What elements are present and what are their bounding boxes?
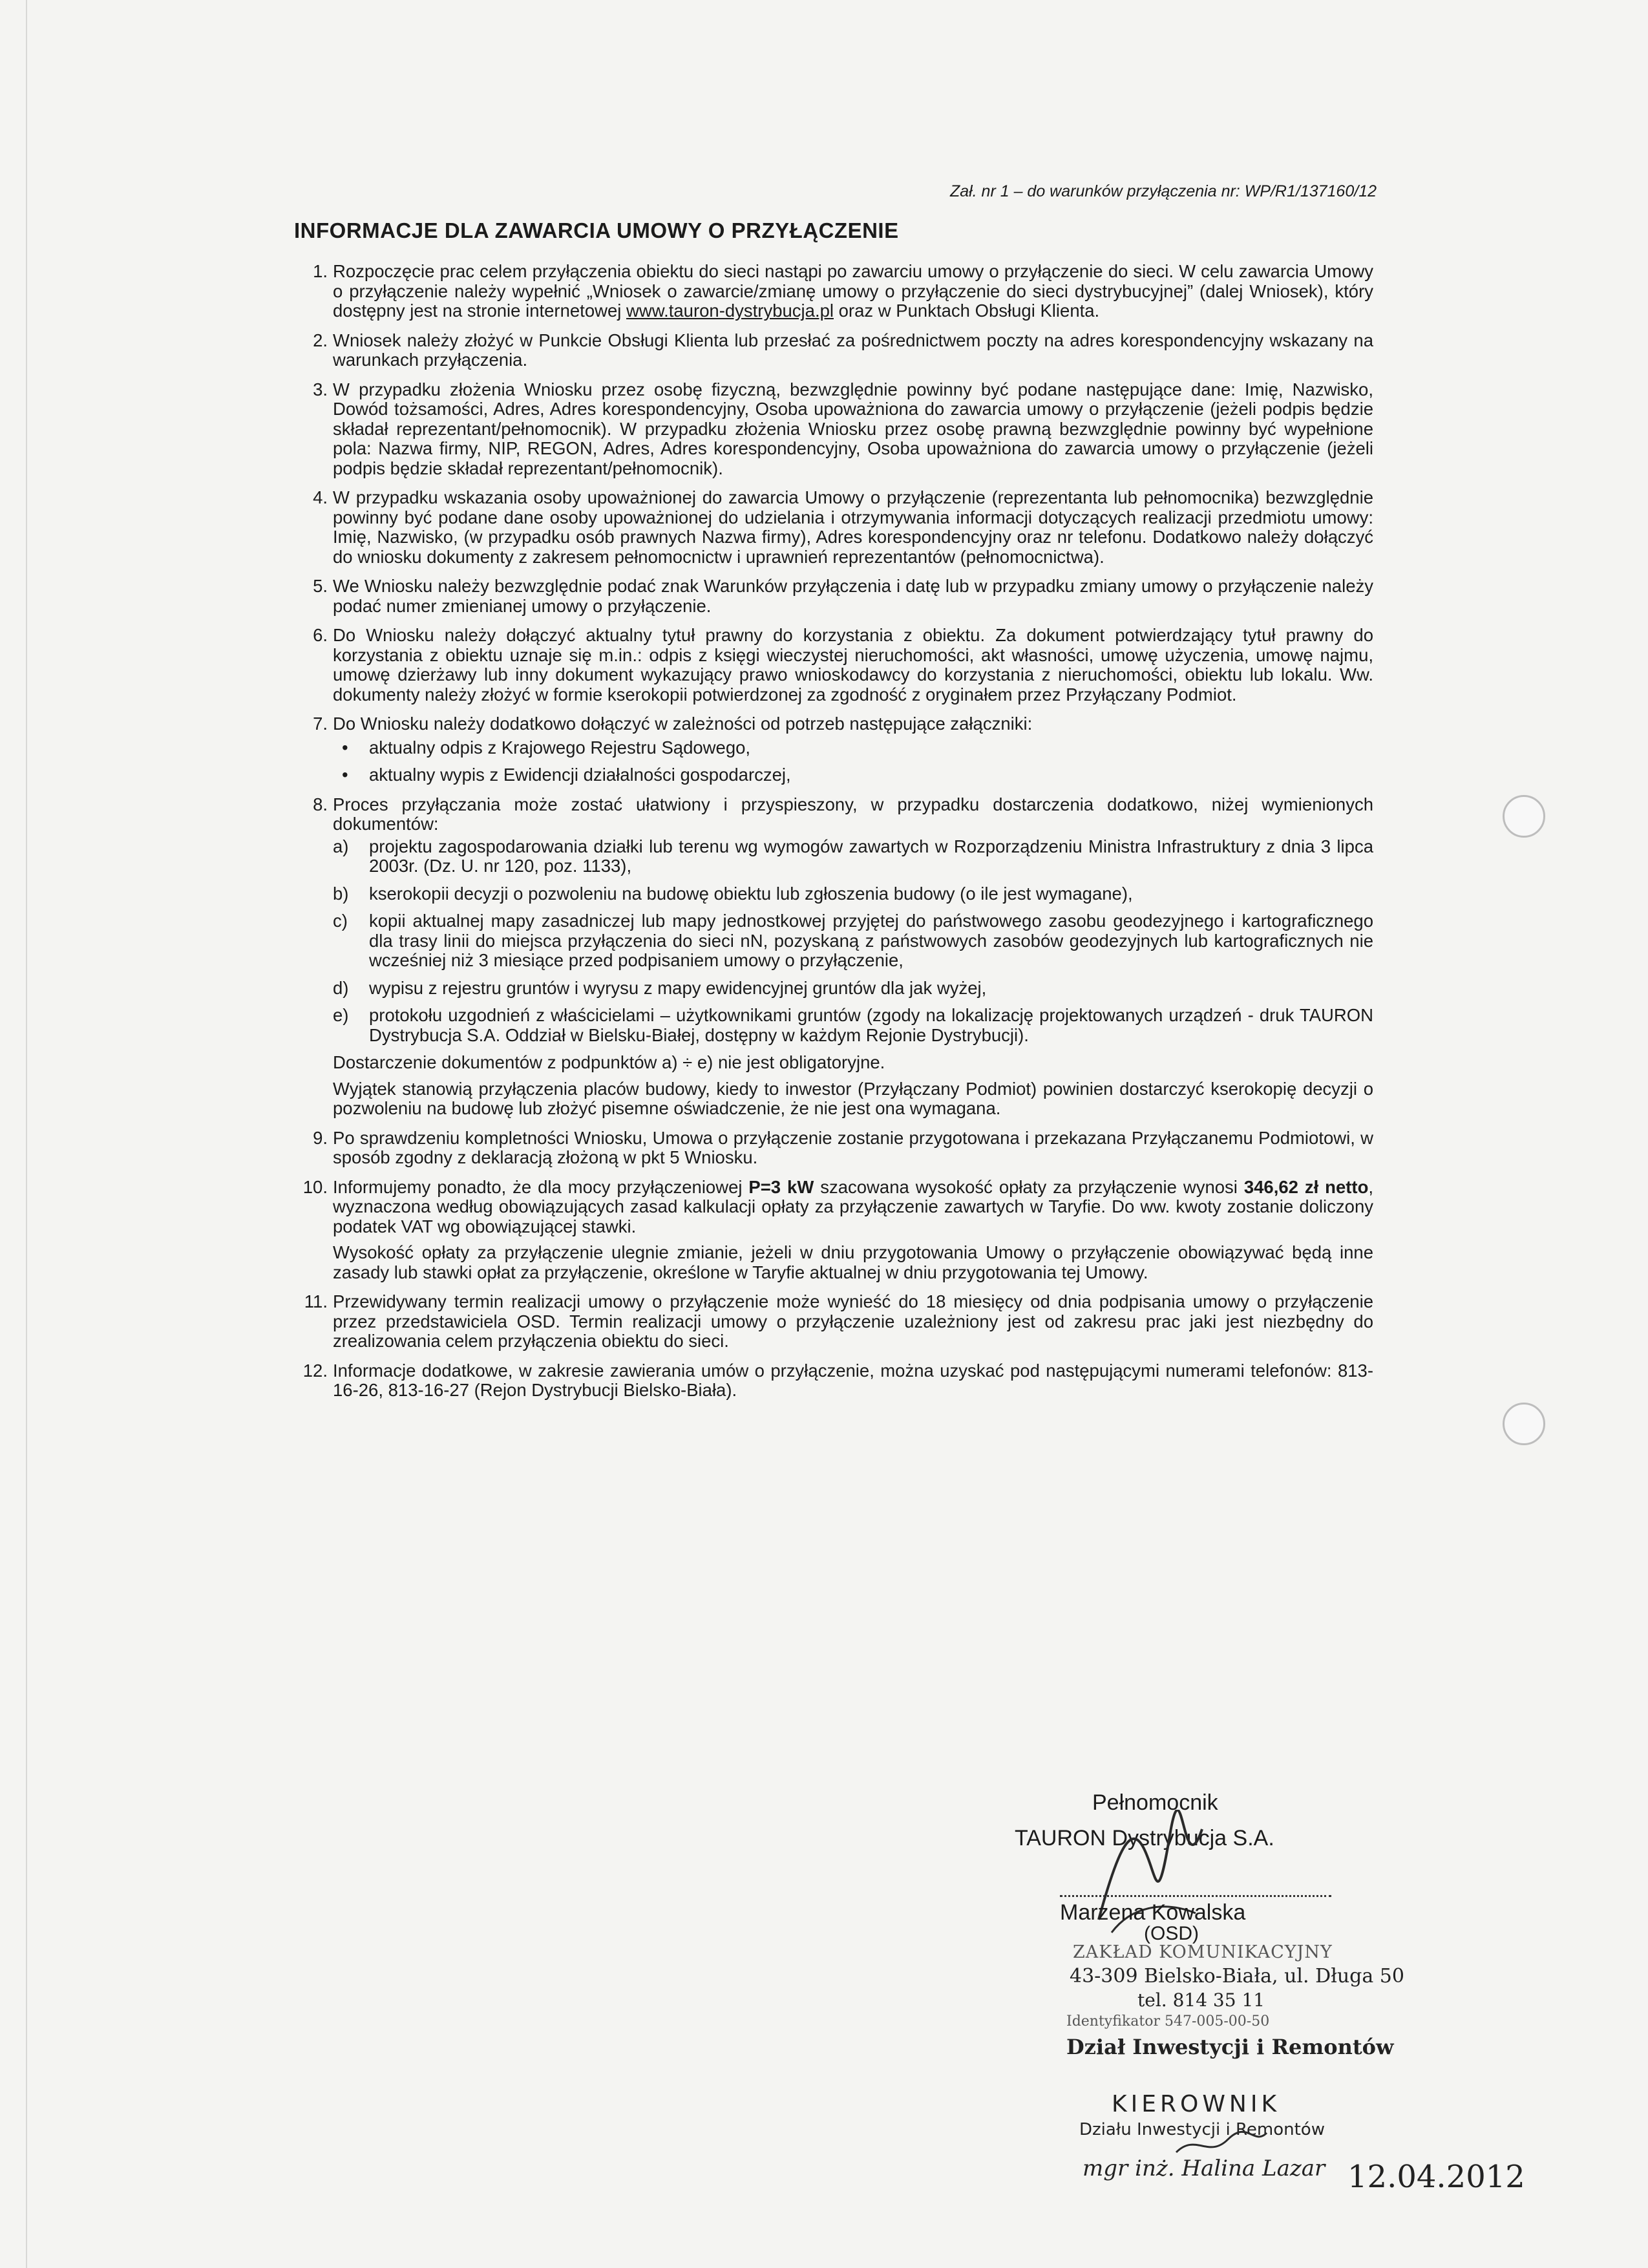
item-text: We Wniosku należy bezwzględnie podać znak Warunków przyłączenia i datę lub w przypadku zmiany umowy o przyłączenie należy podać numer zmienianej umowy o przyłączenie. [333,576,1373,616]
sub-item-d: d) wypisu z rejestru gruntów i wyrysu z mapy ewidencyjnej gruntów dla jak wyżej, [333,977,987,998]
punch-hole-lower [1503,1403,1545,1445]
list-item-4 [294,488,1373,567]
signatory-company: TAURON Dystrybucja S.A. [1015,1826,1274,1850]
item-number: 2. [313,330,328,350]
item-text: Do Wniosku należy dodatkowo dołączyć w zależności od potrzeb następujące załączniki: [333,714,1033,734]
bullet-icon: • [342,765,348,785]
signatory-osd: (OSD) [1144,1923,1199,1944]
sub-item-c: c) kopii aktualnej mapy zasadniczej lub mapy jednostkowej przyjętej do państwowego zasobu geodezyjnego i kartograficznego dla trasy linii do miejsca przyłączenia do sieci nN, pozyskaną z państwowych zasobów geodezyjnych lub kartograficznych nie wcześniej niż 3 miesiące przed podpisaniem umowy o przyłączenie, [333,911,1373,970]
list-item-7 [294,714,1373,785]
item-text: Do Wniosku należy dołączyć aktualny tytuł prawny do korzystania z obiektu. Za dokument potwierdzający tytuł prawny do korzystania z obiektu uznaje się m.in.: odpis z księgi wieczystej nieruchomości, akt własności, umowę użyczenia, umowę najmu, umowę dzierżawy lub inny dokument wykazujący prawo wnioskodawcy do korzystania z nieruchomości, obiektu lub lokalu. Ww. dokumenty należy złożyć w formie kserokopii potwierdzonej za zgodność z oryginałem przez Przyłączany Podmiot. [333,625,1373,705]
item-number: 9. [313,1127,328,1148]
manager-name: mgr inż. Halina Lazar [1083,2156,1326,2181]
attachment-bullets [333,738,1373,785]
list-item-11 [294,1292,1373,1351]
item-text: Wniosek należy złożyć w Punkcie Obsługi Klienta lub przesłać za pośrednictwem poczty na adres korespondencyjny wskazany na warunkach przyłączenia. [333,330,1373,370]
document-title: INFORMACJE DLA ZAWARCIA UMOWY O PRZYŁĄCZENIE [294,218,899,242]
item-number: 12. [302,1360,328,1381]
bullet-item: • aktualny wypis z Ewidencji działalności gospodarczej, [342,765,791,785]
item-text: W przypadku złożenia Wniosku przez osobę fizyczną, bezwzględnie powinny być podane następujące dane: Imię, Nazwisko, Dowód tożsamości, Adres, Adres korespondencyjny, Osoba upoważniona do zawarcia umowy o przyłączenie (jeżeli podpis będzie składał reprezentant/pełnomocnik). W przypadku złożenia Wniosku przez osobę prawną bezwzględnie powinny być wypełnione pola: Nazwa firmy, NIP, REGON, Adres, Adres korespondencyjny, Osoba upoważniona do zawarcia umowy o przyłączenie (jeżeli podpis będzie składał reprezentant/pełnomocnik). [333,379,1373,478]
manager-stamp-department: Działu Inwestycji i Remontów [1079,2120,1325,2139]
signature-line [1060,1895,1331,1897]
manager-stamp-title: KIEROWNIK [1112,2091,1281,2117]
stamp-phone: tel. 814 35 11 [1137,1989,1265,2011]
list-item-1 [294,262,1373,321]
item-number: 1. [313,261,328,281]
list-item-3 [294,380,1373,479]
note-fee-change: Wysokość opłaty za przyłączenie ulegnie zmianie, jeżeli w dniu przygotowania Umowy o przyłączenie obowiązywać będą inne zasady lub stawki opłat za przyłączenie, określone w Taryfie aktualnej w dniu przygotowania tej Umowy. [333,1242,1373,1282]
note-exception: Wyjątek stanowią przyłączenia placów budowy, kiedy to inwestor (Przyłączany Podmiot) powinien dostarczyć kserokopię decyzji o pozwoleniu na budowę lub złożyć pisemne oświadczenie, że nie jest ona wymagana. [333,1078,1373,1118]
item-text: Informacje dodatkowe, w zakresie zawierania umów o przyłączenie, można uzyskać pod następującymi numerami telefonów: 813-16-26, 813-16-27 (Rejon Dystrybucji Bielsko-Biała). [333,1360,1373,1400]
website-link[interactable]: www.tauron-dystrybucja.pl [626,301,834,321]
list-item-12 [294,1361,1373,1401]
item-number: 8. [313,794,328,814]
information-list [294,262,1373,1401]
item-number: 3. [313,379,328,399]
item-number: 11. [304,1291,328,1311]
item-number: 10. [302,1176,328,1197]
connection-power: P=3 kW [748,1176,814,1197]
attachment-reference: Zał. nr 1 – do warunków przyłączenia nr: WP/R1/137160/12 [949,182,1377,200]
list-item-5 [294,577,1373,616]
sub-item-b: b) kserokopii decyzji o pozwoleniu na budowę obiektu lub zgłoszenia budowy (o ile jest wymagane), [333,883,1133,904]
list-item-8 [294,795,1373,1119]
note-not-mandatory: Dostarczenie dokumentów z podpunktów a) ÷ e) nie jest obligatoryjne. [333,1052,885,1072]
item-number: 4. [313,487,328,507]
bullet-icon: • [342,737,348,758]
list-item-9 [294,1129,1373,1168]
scan-edge-line [26,0,27,2268]
item-text: Przewidywany termin realizacji umowy o przyłączenie może wynieść do 18 miesięcy od dnia podpisania umowy o przyłączenie przez przedstawiciela OSD. Termin realizacji umowy o przyłączenie uzależniony jest od zakresu prac jaki jest niezbędny do zrealizowania celem przyłączenia obiektu do sieci. [333,1291,1373,1351]
documents-sublist [333,837,1373,1046]
stamp-department: Dział Inwestycji i Remontów [1066,2035,1394,2059]
list-item-10: 10. Informujemy ponadto, że dla mocy przyłączeniowej P=3 kW szacowana wysokość opłaty za przyłączenie wynosi 346,62 zł netto, wyznaczona według obowiązujących zasad kalkulacji opłaty za przyłączenie zawartych w Taryfie. Do ww. kwoty zostanie doliczony podatek VAT wg obowiązującej stawki. Wysokość opłaty za przyłączenie ulegnie zmianie, jeżeli w dniu przygotowania Umowy o przyłączenie obowiązywać będą inne zasady lub stawki opłat za przyłączenie, określone w Taryfie aktualnej w dniu przygotowania tej Umowy. [294,1178,1373,1283]
item-text-tail: oraz w Punktach Obsługi Klienta. [834,301,1100,321]
item-text: Rozpoczęcie prac celem przyłączenia obiektu do sieci nastąpi po zawarciu umowy o przyłączenie do sieci. W celu zawarcia Umowy o przyłączenie należy wypełnić „Wniosek o zawarcie/zmianę umowy o przyłączenie do sieci dystrybucyjnej” (dalej Wniosek), który dostępny jest na stronie internetowej [333,261,1373,321]
connection-fee: 346,62 zł netto [1243,1176,1369,1197]
item-text: Po sprawdzeniu kompletności Wniosku, Umowa o przyłączenie zostanie przygotowana i przekazana Przyłączanemu Podmiotowi, w sposób zgodny z deklaracją złożoną w pkt 5 Wniosku. [333,1127,1373,1167]
punch-hole-upper [1503,795,1545,838]
signatory-name: Marzena Kowalska [1060,1900,1246,1925]
bullet-item: • aktualny odpis z Krajowego Rejestru Sądowego, [342,737,751,758]
item-number: 6. [313,625,328,645]
document-body [294,262,1373,1410]
sub-item-e: e) protokołu uzgodnień z właścicielami – użytkownikami gruntów (zgody na lokalizację projektowanych urządzeń - druk TAURON Dystrybucja S.A. Oddział w Bielsku-Białej, dostępny w każdym Rejonie Dystrybucji). [333,1005,1373,1045]
sub-item-a: a) projektu zagospodarowania działki lub terenu wg wymogów zawartych w Rozporządzeniu Ministra Infrastruktury z dnia 3 lipca 2003r. (Dz. U. nr 120, poz. 1133), [333,836,1373,876]
stamp-line-1: ZAKŁAD KOMUNIKACYJNY [1073,1942,1333,1962]
list-item-6 [294,626,1373,705]
item-number: 7. [313,714,328,734]
item-text: Proces przyłączania może zostać ułatwiony i przyspieszony, w przypadku dostarczenia dodatkowo, niżej wymienionych dokumentów: [333,794,1373,834]
item-number: 5. [313,576,328,596]
stamp-identifier: Identyfikator 547-005-00-50 [1066,2013,1270,2030]
handwritten-date: 12.04.2012 [1347,2159,1525,2195]
stamp-address: 43-309 Bielsko-Biała, ul. Długa 50 [1070,1965,1404,1987]
signatory-role: Pełnomocnik [1092,1790,1218,1815]
list-item-2 [294,331,1373,370]
item-text: W przypadku wskazania osoby upoważnionej do zawarcia Umowy o przyłączenie (reprezentanta lub pełnomocnika) bezwzględnie powinny być podane dane osoby upoważnionej do udzielania i otrzymywania informacji dotyczących realizacji przedmiotu umowy: Imię, Nazwisko, (w przypadku osób prawnych Nazwa firmy), Adres korespondencyjny oraz nr telefonu. Dodatkowo należy dołączyć do wniosku dokumenty z zakresem pełnomocnictw i uprawnień reprezentantów (pełnomocnictwa). [333,487,1373,567]
